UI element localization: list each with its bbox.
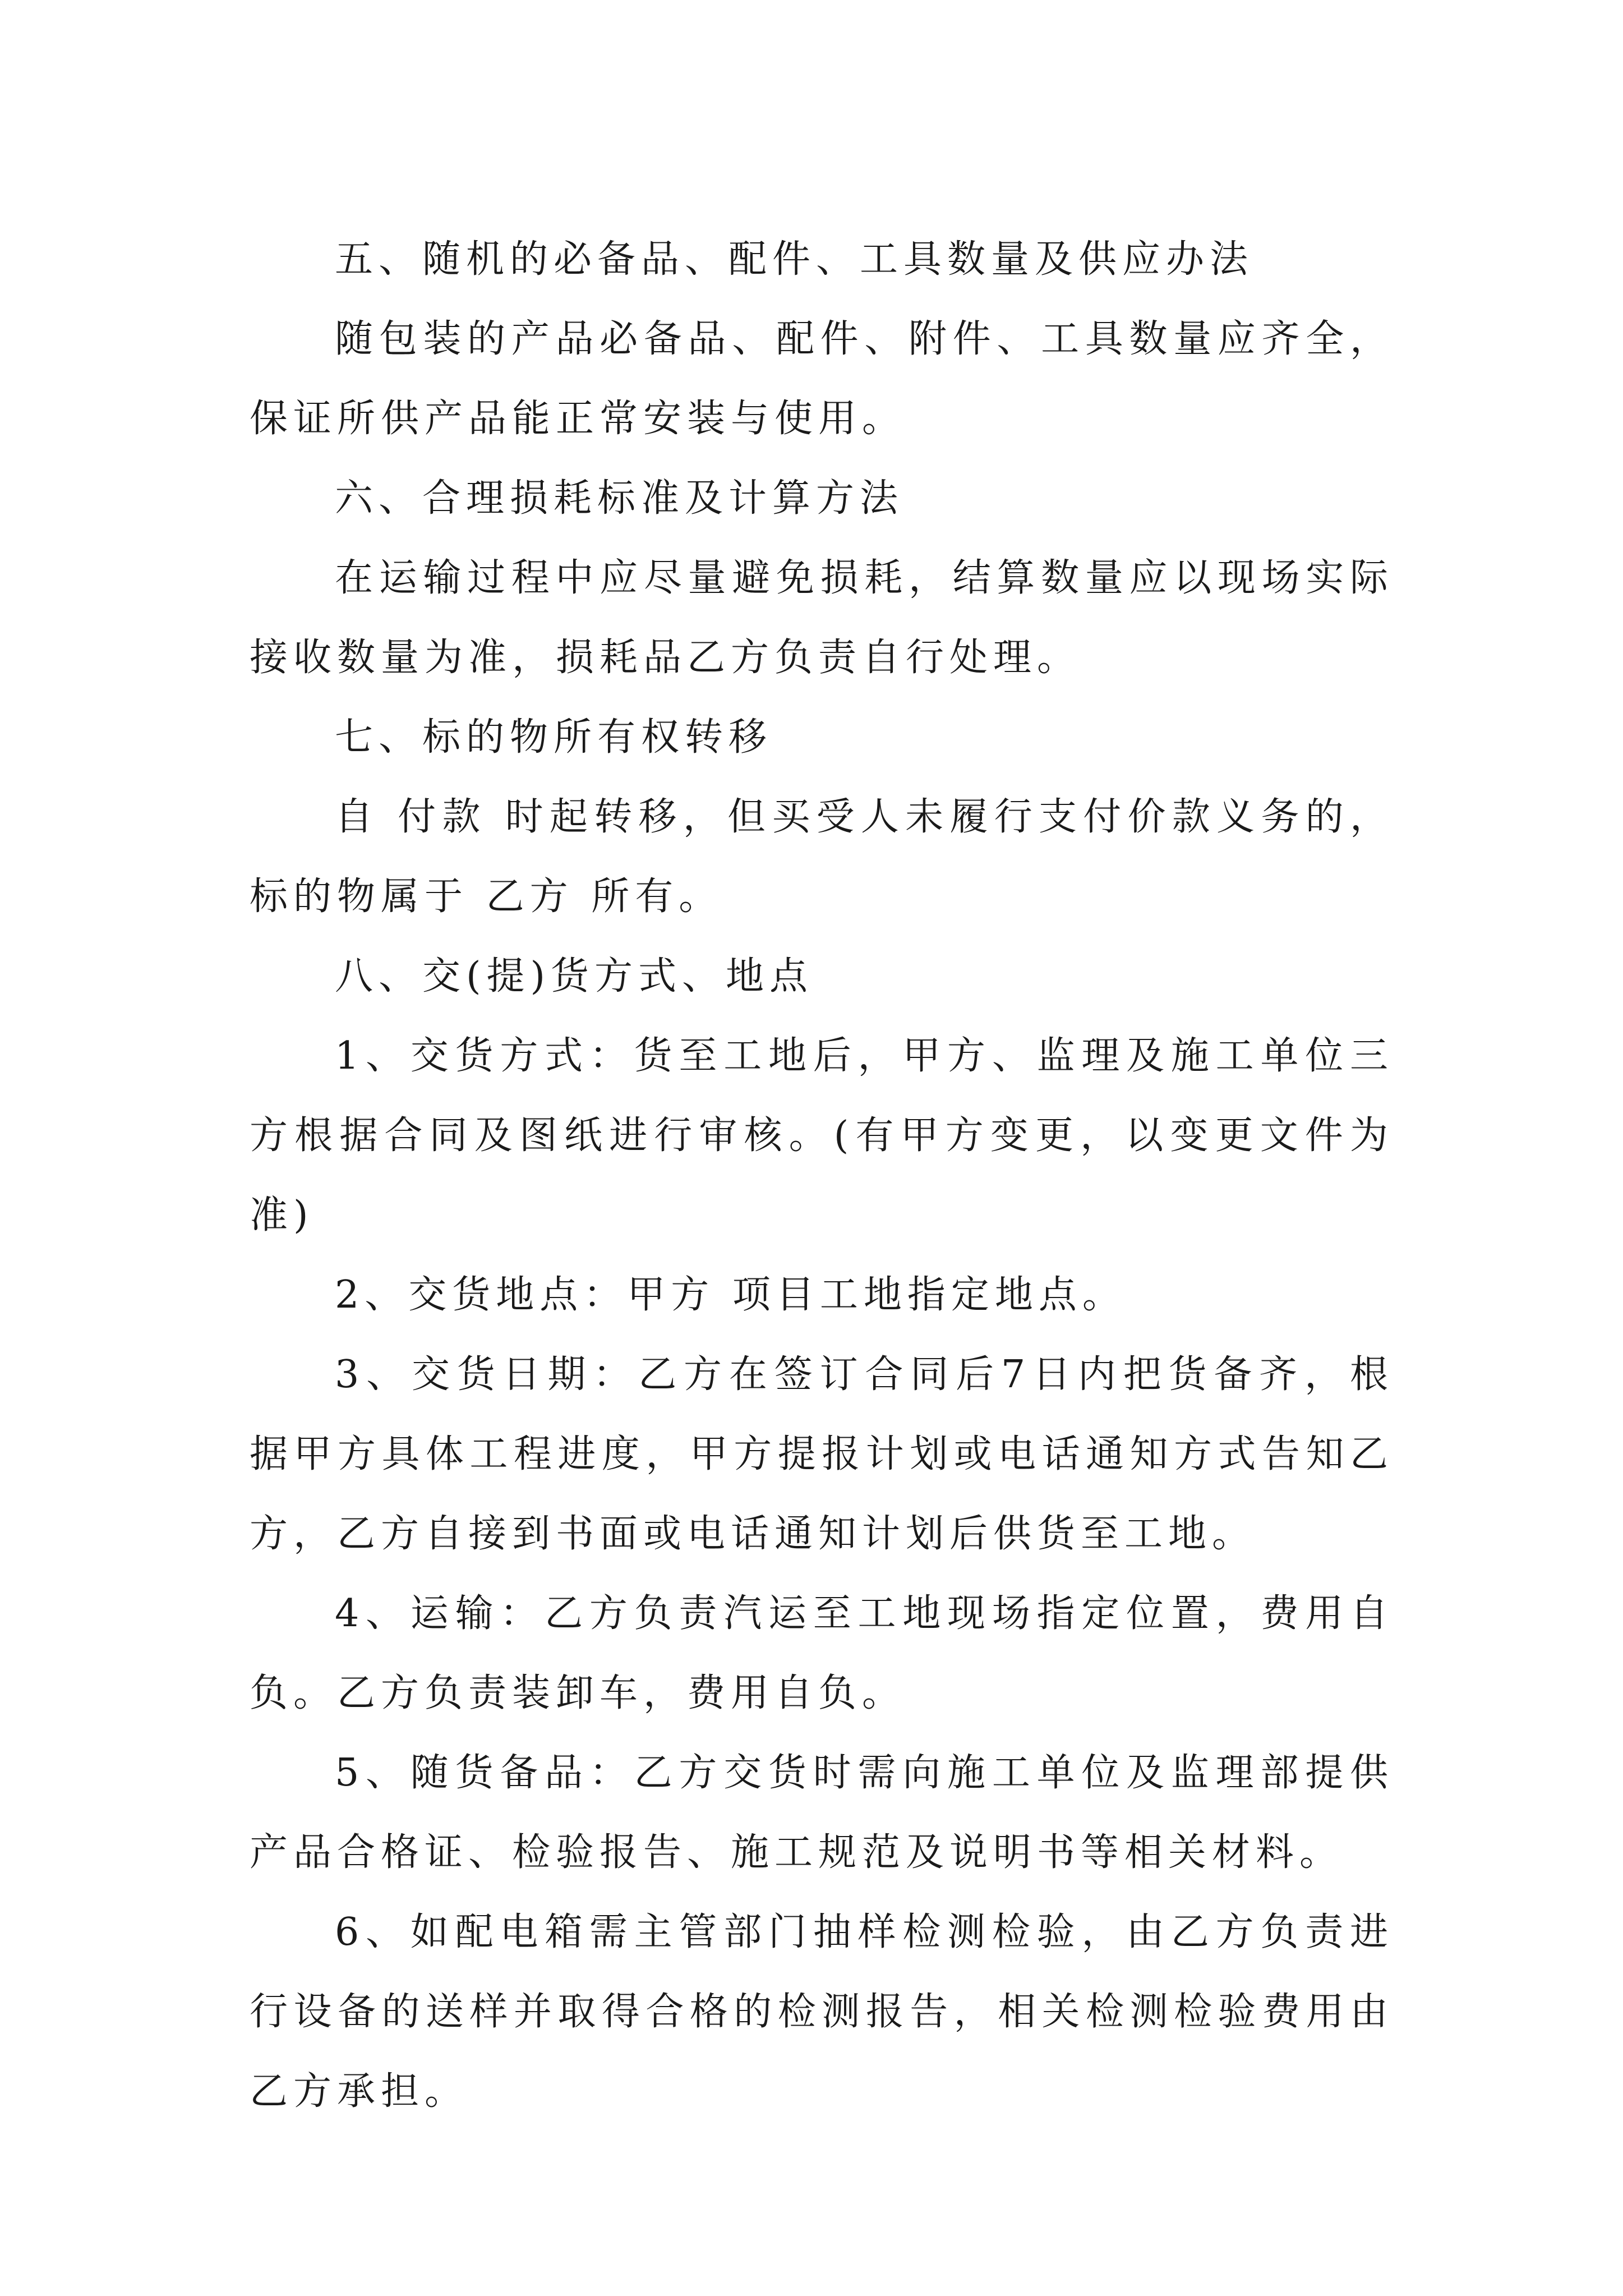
paragraph-ownership-transfer: 自 付款 时起转移，但买受人未履行支付价款义务的，标的物属于 乙方 所有。 [250, 795, 1394, 919]
section-heading-loss-standard: 六、合理损耗标准及计算方法 [335, 476, 904, 521]
clause-transport: 4、运输：乙方负责汽运至工地现场指定位置，费用自负。乙方负责装卸车，费用自负。 [250, 1591, 1394, 1715]
section-heading-ownership-transfer: 七、标的物所有权转移 [335, 715, 773, 760]
section-heading-accessories: 五、随机的必备品、配件、工具数量及供应办法 [335, 237, 1254, 282]
clause-delivery-date: 3、交货日期：乙方在签订合同后7日内把货备齐，根据甲方具体工程进度，甲方提报计划或电话通知方式告知乙方，乙方自接到书面或电话通知计划后供货至工地。 [250, 1352, 1394, 1556]
document-body [250, 220, 1394, 2132]
paragraph-loss-standard: 在运输过程中应尽量避免损耗，结算数量应以现场实际接收数量为准，损耗品乙方负责自行处理。 [250, 556, 1394, 680]
clause-delivery-method: 1、交货方式：货至工地后，甲方、监理及施工单位三方根据合同及图纸进行审核。(有甲方变更，以变更文件为准) [250, 1034, 1394, 1237]
clause-accompanying-documents: 5、随货备品：乙方交货时需向施工单位及监理部提供产品合格证、检验报告、施工规范及说明书等相关材料。 [250, 1751, 1394, 1875]
clause-delivery-location: 2、交货地点：甲方 项目工地指定地点。 [335, 1273, 1126, 1317]
clause-sampling-inspection: 6、如配电箱需主管部门抽样检测检验，由乙方负责进行设备的送样并取得合格的检测报告，相关检测检验费用由乙方承担。 [250, 1910, 1394, 2114]
section-heading-delivery: 八、交(提)货方式、地点 [335, 954, 814, 999]
paragraph-accessories: 随包装的产品必备品、配件、附件、工具数量应齐全，保证所供产品能正常安装与使用。 [250, 317, 1394, 441]
